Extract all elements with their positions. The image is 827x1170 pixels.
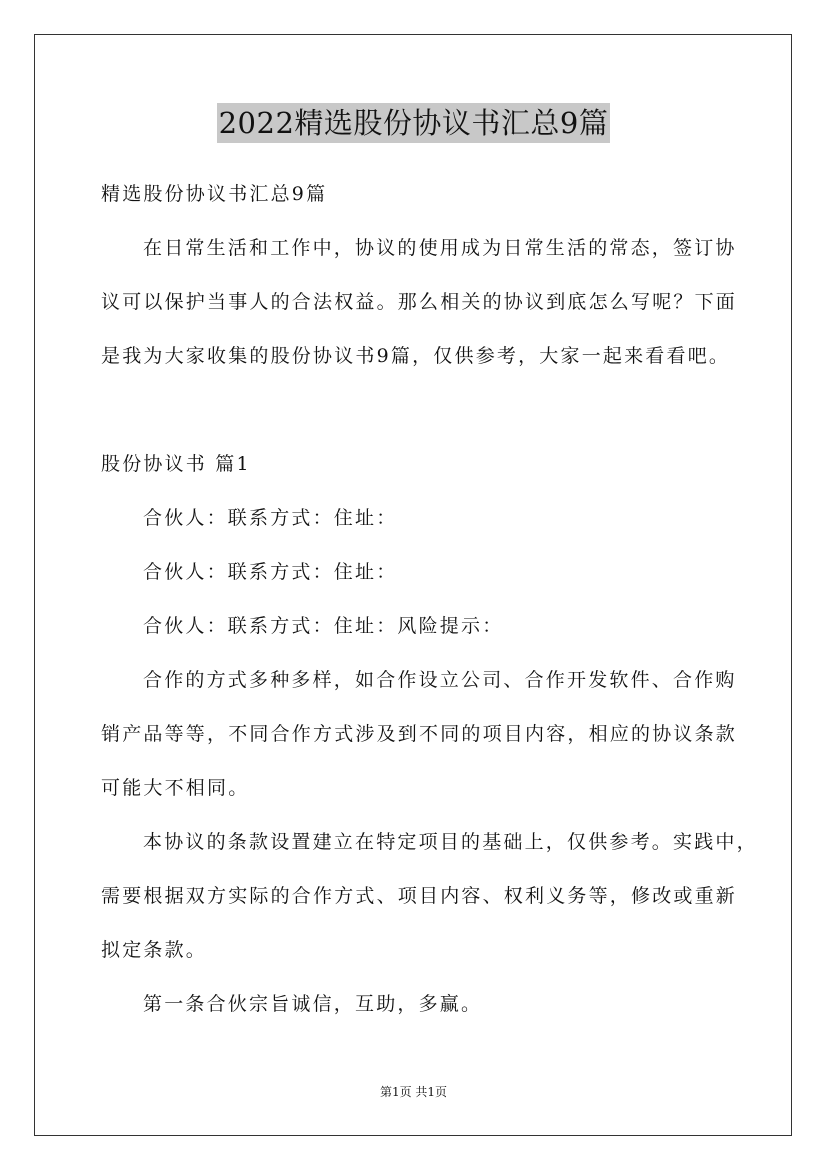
intro-line-1: 在日常生活和工作中，协议的使用成为日常生活的常态，签订协 — [143, 237, 737, 259]
paragraph2-line-3: 拟定条款。 — [101, 939, 208, 961]
page-number: 第1页 共1页 — [379, 1085, 448, 1099]
partner-line-3: 合伙人：联系方式：住址：风险提示： — [143, 615, 504, 637]
partner-line-2: 合伙人：联系方式：住址： — [143, 561, 398, 583]
paragraph1-line-1: 合作的方式多种多样，如合作设立公司、合作开发软件、合作购 — [143, 669, 737, 691]
paragraph1-line-2: 销产品等等，不同合作方式涉及到不同的项目内容，相应的协议条款 — [101, 723, 738, 745]
document-subtitle: 精选股份协议书汇总9篇 — [101, 183, 328, 205]
partner-line-1: 合伙人：联系方式：住址： — [143, 507, 398, 529]
paragraph2-line-1: 本协议的条款设置建立在特定项目的基础上，仅供参考。实践中， — [143, 831, 758, 853]
paragraph2-line-2: 需要根据双方实际的合作方式、项目内容、权利义务等，修改或重新 — [101, 885, 738, 907]
document-title: 2022精选股份协议书汇总9篇 — [217, 103, 611, 143]
paragraph1-line-3: 可能大不相同。 — [101, 777, 250, 799]
intro-line-3: 是我为大家收集的股份协议书9篇，仅供参考，大家一起来看看吧。 — [101, 345, 731, 367]
article-1: 第一条合伙宗旨诚信，互助，多赢。 — [143, 993, 483, 1015]
intro-line-2: 议可以保护当事人的合法权益。那么相关的协议到底怎么写呢？下面 — [101, 291, 738, 313]
section-heading: 股份协议书 篇1 — [101, 453, 251, 475]
title-container — [0, 103, 827, 143]
